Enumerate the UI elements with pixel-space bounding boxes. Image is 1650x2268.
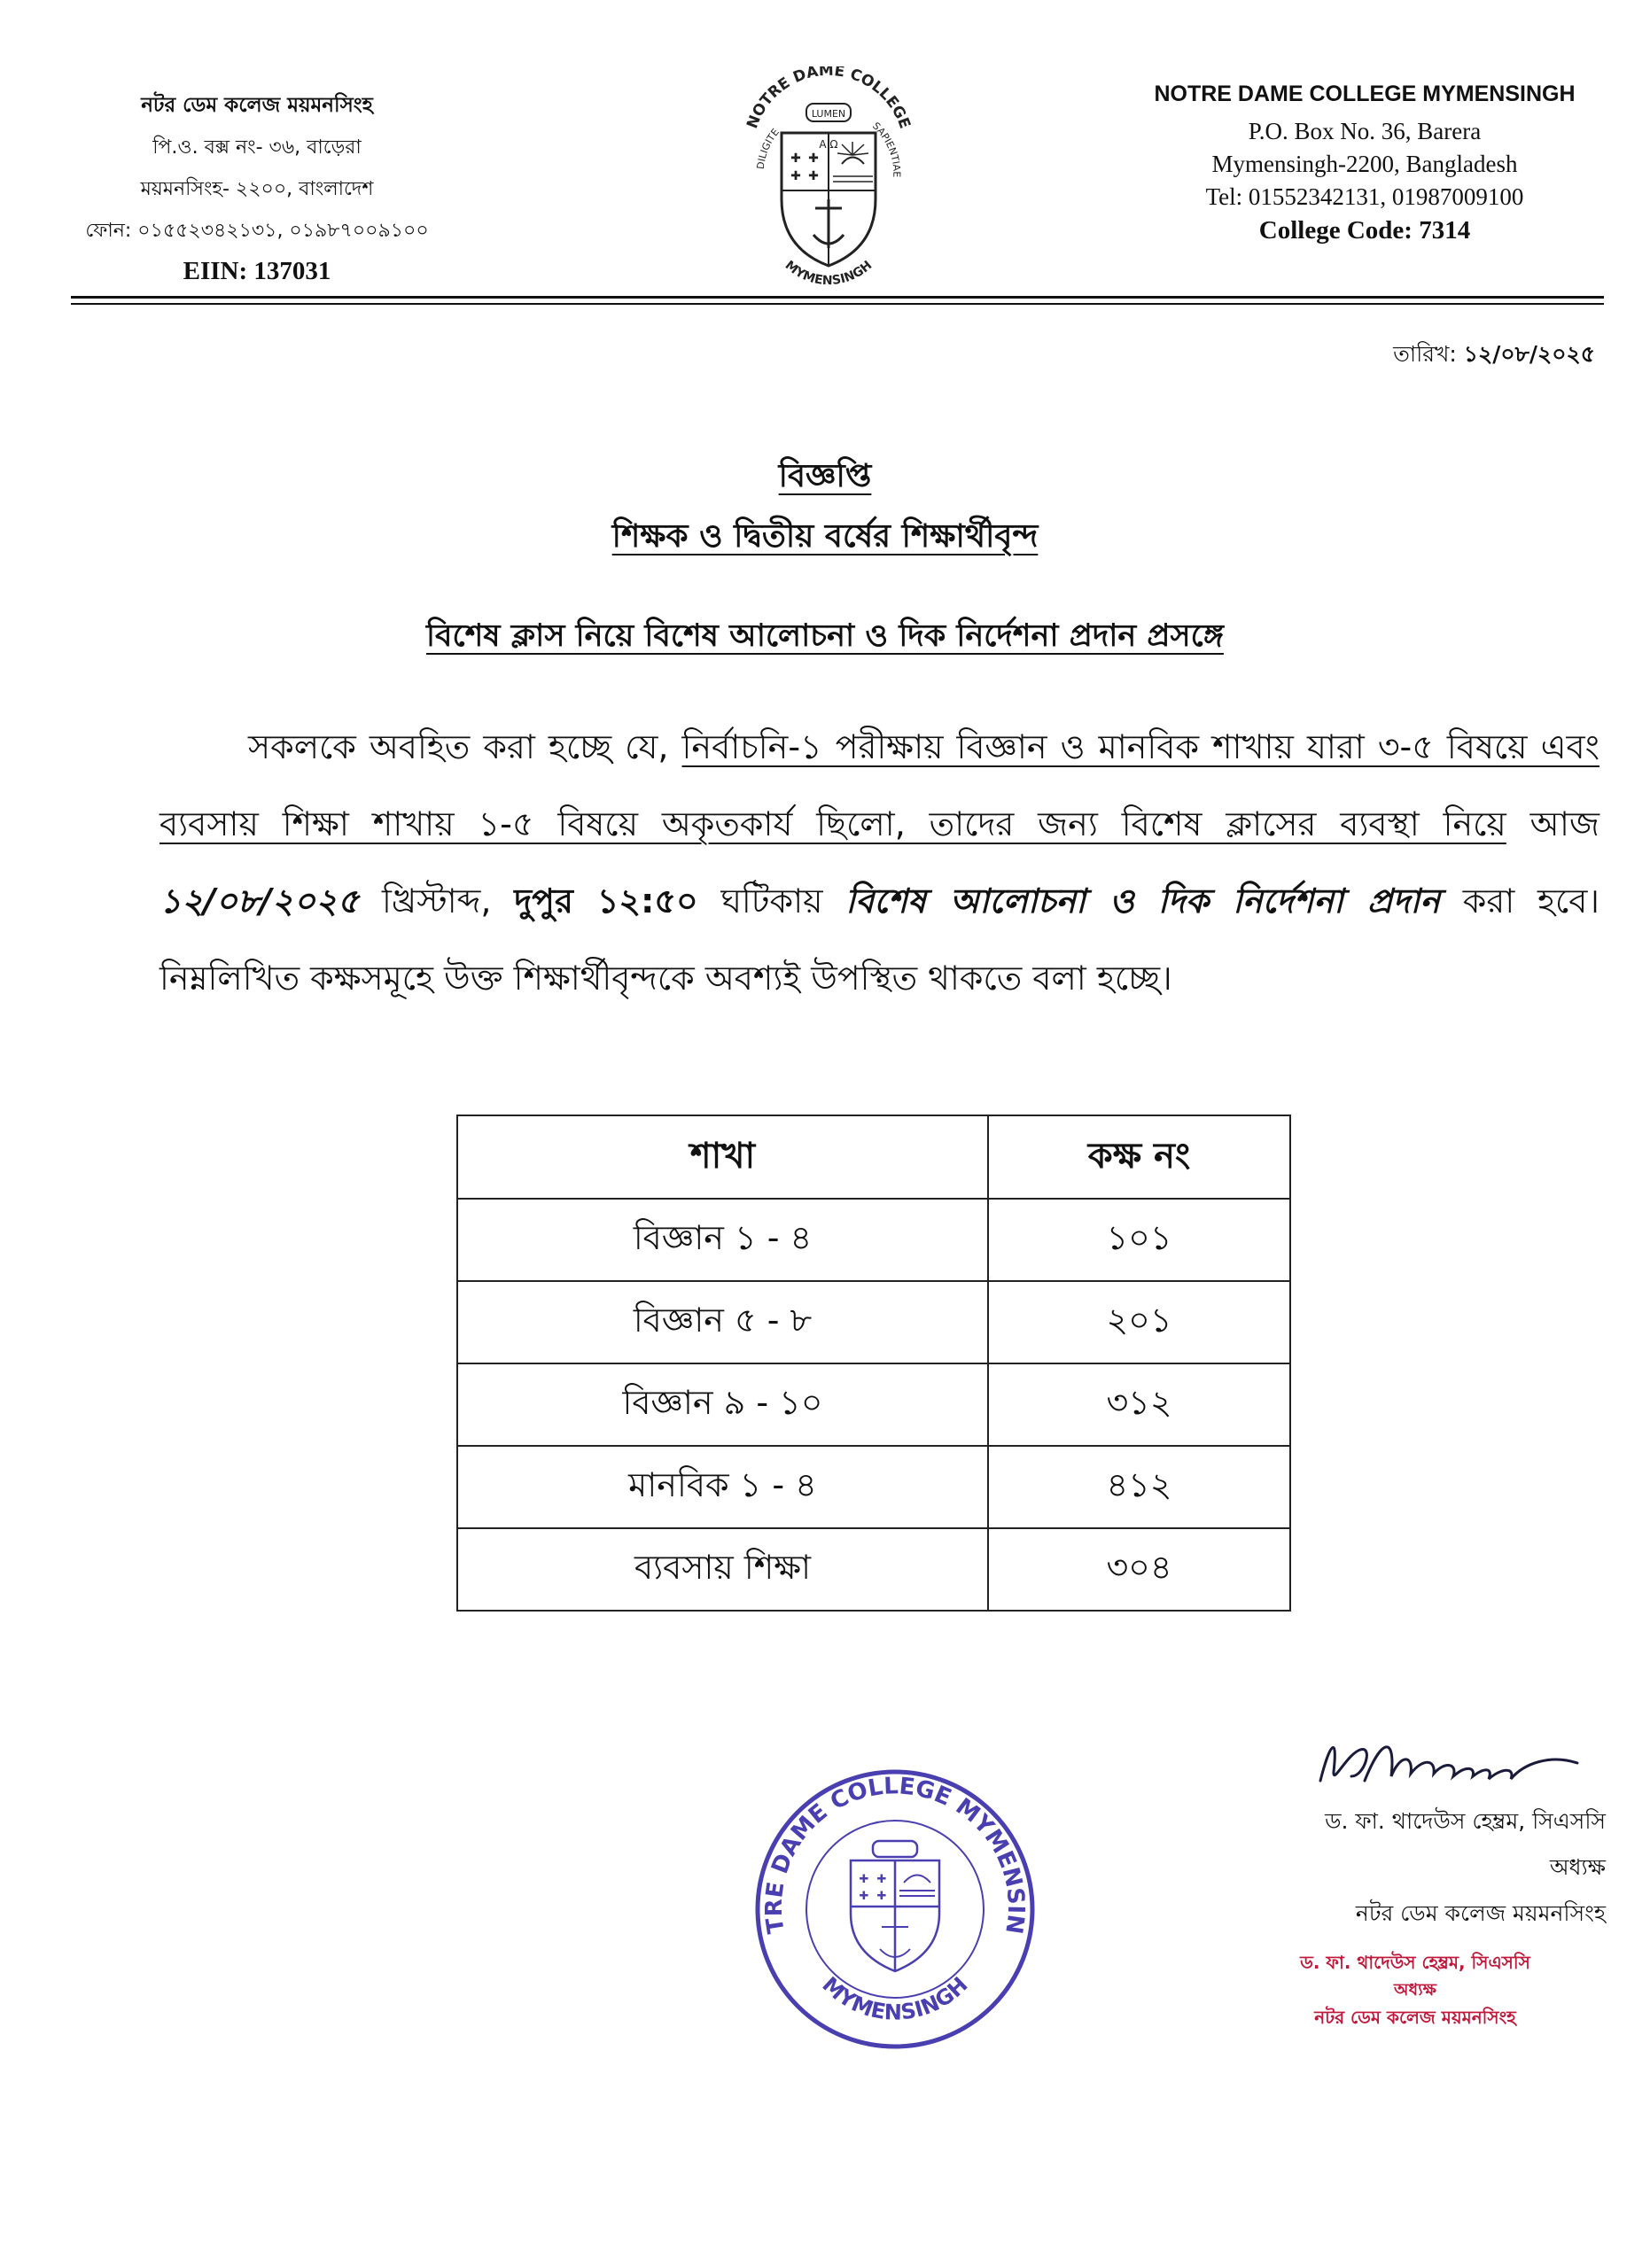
table-row xyxy=(457,1281,1290,1363)
tel-en: Tel: 01552342131, 01987009100 xyxy=(1205,183,1524,210)
stamp-institution: নটর ডেম কলেজ ময়মনসিংহ xyxy=(1314,2007,1516,2028)
name-stamp xyxy=(1229,1949,1601,2031)
svg-text:✚: ✚ xyxy=(859,1890,869,1903)
po-box-en: P.O. Box No. 36, Barera xyxy=(1248,118,1482,144)
header-left xyxy=(80,89,434,286)
notice-audience: শিক্ষক ও দ্বিতীয় বর্ষের শিক্ষার্থীবৃন্দ xyxy=(611,518,1039,555)
college-name-bn: নটর ডেম কলেজ ময়মনসিংহ xyxy=(141,94,373,117)
table-row xyxy=(457,1199,1290,1281)
city-en: Mymensingh-2200, Bangladesh xyxy=(1211,151,1518,177)
stamp-title: অধ্যক্ষ xyxy=(1393,1980,1436,2000)
date-value: ১২/০৮/২০২৫ xyxy=(1463,341,1595,367)
body-time: দুপুর ১২:৫০ xyxy=(514,882,698,920)
svg-text:✚: ✚ xyxy=(859,1873,869,1886)
room-cell: ১০১ xyxy=(988,1199,1290,1281)
svg-text:DILIGITE xyxy=(755,127,782,170)
table-header-row xyxy=(457,1115,1290,1199)
svg-text:✚: ✚ xyxy=(808,151,819,166)
stamp-name: ড. ফা. থাদেউস হেম্ব্রম, সিএসসি xyxy=(1300,1952,1530,1973)
section-cell: বিজ্ঞান ৯ - ১০ xyxy=(457,1363,988,1446)
room-cell: ২০১ xyxy=(988,1281,1290,1363)
crest-top-text: NOTRE DAME COLLEGE xyxy=(743,66,914,131)
header-divider-thin xyxy=(71,303,1604,305)
column-header-section: শাখা xyxy=(457,1115,988,1199)
college-name-en: NOTRE DAME COLLEGE MYMENSINGH xyxy=(1154,82,1576,106)
section-cell: ব্যবসায় শিক্ষা xyxy=(457,1528,988,1611)
section-cell: বিজ্ঞান ৫ - ৮ xyxy=(457,1281,988,1363)
principal-institution: নটর ডেম কলেজ ময়মনসিংহ xyxy=(1355,1900,1606,1926)
seal-outer-text: TRE DAME COLLEGE MYMENSIN xyxy=(760,1773,1030,1936)
college-crest-icon xyxy=(718,66,939,288)
notice-body: সকলকে অবহিত করা হচ্ছে যে, নির্বাচনি-১ পরীক্ষায় বিজ্ঞান ও মানবিক শাখায় যারা ৩-৫ বিষয়ে এবং ব্যবসায় শিক্ষা শাখায় ১-৫ বিষয়ে অকৃতকার্য ছিলো, তাদের জন্য বিশেষ ক্লাসের ব্যবস্থা নিয়ে আজ ১২/০৮/২০২৫ খ্রিস্টাব্দ, দুপুর ১২:৫০ ঘটিকায় বিশেষ আলোচনা ও দিক নির্দেশনা প্রদান করা হবে। নিম্নলিখিত কক্ষসমূহে উক্ত শিক্ষার্থীবৃন্দকে অবশ্যই উপস্থিত থাকতে বলা হচ্ছে। xyxy=(160,727,1600,998)
room-allocation-table xyxy=(456,1115,1291,1612)
svg-text:✚: ✚ xyxy=(876,1873,887,1886)
principal-signature xyxy=(1311,1728,1595,1798)
crest-motto-left: DILIGITE xyxy=(754,126,782,170)
crest-motto-right: SAPIENTIAE xyxy=(870,120,903,178)
table-row xyxy=(457,1528,1290,1611)
crest-bottom-text: MYMENSINGH xyxy=(782,258,876,288)
body-date: ১২/০৮/২০২৫ xyxy=(160,882,360,920)
notice-subject: বিশেষ ক্লাস নিয়ে বিশেষ আলোচনা ও দিক নির্দেশনা প্রদান প্রসঙ্গে xyxy=(426,618,1224,654)
column-header-room: কক্ষ নং xyxy=(988,1115,1290,1199)
notice-heading: বিজ্ঞপ্তি xyxy=(778,458,872,494)
notice-date xyxy=(1393,337,1595,375)
svg-text:✚: ✚ xyxy=(808,169,819,183)
section-cell: বিজ্ঞান ১ - ৪ xyxy=(457,1199,988,1281)
eiin: EIIN: 137031 xyxy=(183,257,331,285)
room-cell: ৪১২ xyxy=(988,1446,1290,1528)
college-seal-icon xyxy=(749,1763,1041,2055)
po-box-bn: পি.ও. বক্স নং- ৩৬, বাড়েরা xyxy=(152,136,362,159)
city-bn: ময়মনসিংহ- ২২০০, বাংলাদেশ xyxy=(140,178,374,200)
header-right xyxy=(1143,82,1586,245)
table-row xyxy=(457,1446,1290,1528)
header-divider-thick xyxy=(71,296,1604,299)
svg-text:NOTRE DAME COLLEGE MYMENSINGH xyxy=(749,1763,1029,1936)
section-cell: মানবিক ১ - ৪ xyxy=(457,1446,988,1528)
room-cell: ৩১২ xyxy=(988,1363,1290,1446)
signature-block xyxy=(1325,1798,1606,1937)
college-code: College Code: 7314 xyxy=(1258,216,1471,245)
svg-text:✚: ✚ xyxy=(790,151,801,166)
table-row xyxy=(457,1363,1290,1446)
principal-title: অধ্যক্ষ xyxy=(1549,1854,1606,1880)
svg-text:✚: ✚ xyxy=(876,1890,887,1903)
seal-bottom-text: MYMENSINGH xyxy=(817,1971,973,2025)
room-cell: ৩০৪ xyxy=(988,1528,1290,1611)
crest-alpha-omega: A Ω xyxy=(819,138,838,151)
date-label: তারিখ: xyxy=(1393,341,1457,367)
body-underlined-text: নির্বাচনি-১ পরীক্ষায় বিজ্ঞান ও মানবিক শাখায় যারা ৩-৫ বিষয়ে এবং ব্যবসায় শিক্ষা শাখায় ১-৫ বিষয়ে অকৃতকার্য ছিলো, তাদের জন্য বিশেষ ক্লাসের ব্যবস্থা নিয়ে xyxy=(160,727,1600,843)
body-emphasis: বিশেষ আলোচনা ও দিক নির্দেশনা প্রদান xyxy=(845,882,1441,920)
phone-bn: ফোন: ০১৫৫২৩৪২১৩১, ০১৯৮৭০০৯১০০ xyxy=(85,220,429,242)
crest-motto-center: LUMEN xyxy=(811,108,846,120)
principal-name: ড. ফা. থাদেউস হেম্ব্রম, সিএসসি xyxy=(1325,1808,1606,1834)
svg-text:✚: ✚ xyxy=(790,169,801,183)
